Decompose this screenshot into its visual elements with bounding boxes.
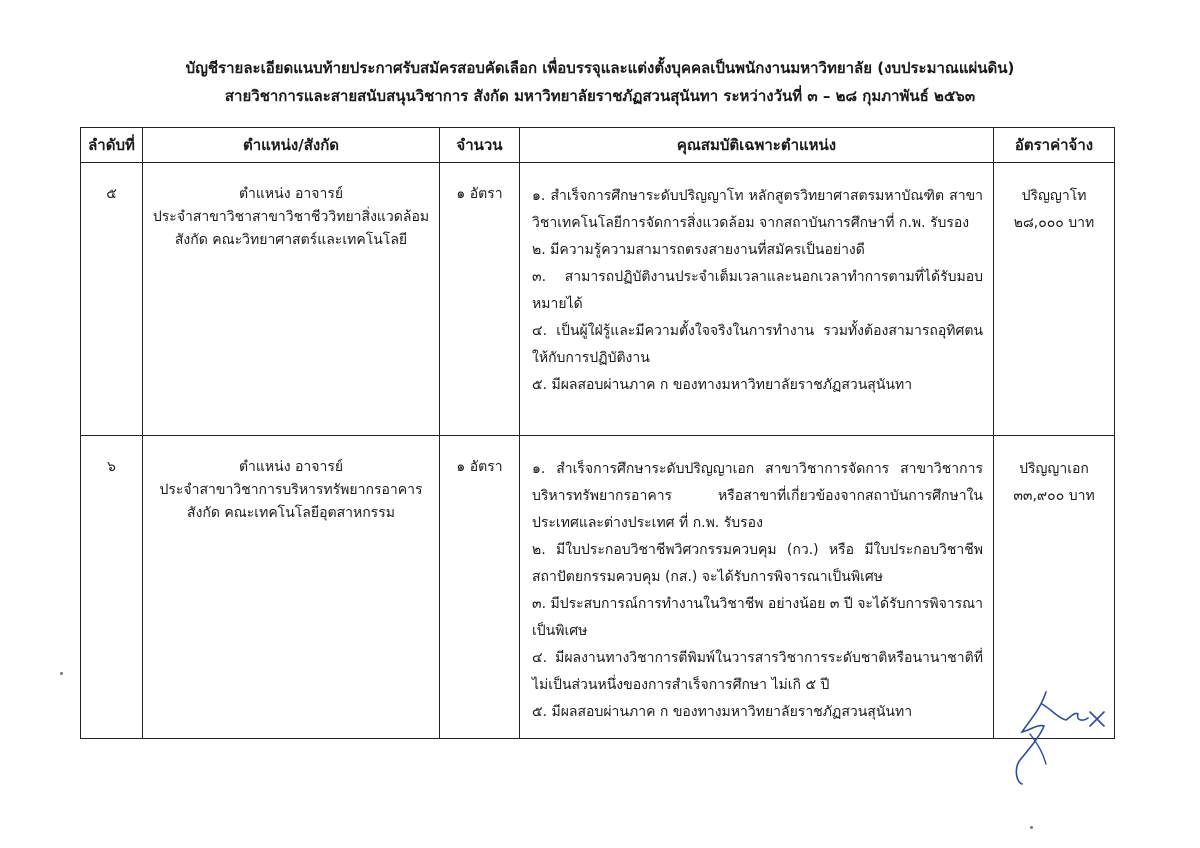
column-header-rate: อัตราค่าจ้าง <box>994 128 1115 163</box>
qualification-item: ๔. เป็นผู้ใฝ่รู้และมีความตั้งใจจริงในการทำงาน รวมทั้งต้องสามารถอุทิศตนให้กับการปฏิบัติงาน <box>532 323 983 366</box>
document-title: บัญชีรายละเอียดแนบท้ายประกาศรับสมัครสอบคัดเลือก เพื่อบรรจุและแต่งตั้งบุคคลเป็นพนักงานมหาวิทยาลัย (งบประมาณแผ่นดิน) <box>185 59 1015 77</box>
qualifications-cell <box>520 163 994 436</box>
column-header-qualifications: คุณสมบัติเฉพาะตำแหน่ง <box>520 128 994 163</box>
position-table <box>80 127 1115 739</box>
rate-salary: ๒๘,๐๐๐ บาท <box>1013 215 1095 231</box>
count-cell: ๑ อัตรา <box>440 163 520 436</box>
qualification-item: ๕. มีผลสอบผ่านภาค ก ของทางมหาวิทยาลัยราชภัฏสวนสุนันทา <box>532 704 913 720</box>
position-title: ตำแหน่ง อาจารย์ <box>238 459 344 475</box>
qualification-item: ๔. มีผลงานทางวิชาการตีพิมพ์ในวารสารวิชาการระดับชาติหรือนานาชาติที่ไม่เป็นส่วนหนึ่งของการสำเร็จการศึกษา ไม่เกิ ๕ ปี <box>532 650 983 693</box>
qualification-item: ๓. สามารถปฏิบัติงานประจำเต็มเวลาและนอกเวลาทำการตามที่ได้รับมอบหมายได้ <box>532 269 983 312</box>
position-department: ประจำสาขาวิชาการบริหารทรัพยากรอาคาร <box>159 482 423 498</box>
count-cell: ๑ อัตรา <box>440 436 520 739</box>
qualification-item: ๑. สำเร็จการศึกษาระดับปริญญาเอก สาขาวิชาการจัดการ สาขาวิชาการบริหารทรัพยากรอาคาร หรือสาขาที่เกี่ยวข้องจากสถาบันการศึกษาในประเทศและต่างประเทศ ที่ ก.พ. รับรอง <box>532 461 983 531</box>
rate-cell <box>994 163 1115 436</box>
rate-degree: ปริญญาโท <box>1021 188 1087 204</box>
document-subtitle: สายวิชาการและสายสนับสนุนวิชาการ สังกัด มหาวิทยาลัยราชภัฏสวนสุนันทา ระหว่างวันที่ ๓ – ๒๘ กุมภาพันธ์ ๒๕๖๓ <box>224 87 976 105</box>
table-row <box>81 163 1115 436</box>
order-cell: ๖ <box>81 436 143 739</box>
table-row <box>81 436 1115 739</box>
rate-salary: ๓๓,๙๐๐ บาท <box>1013 488 1095 504</box>
position-department: ประจำสาขาวิชาสาขาวิชาชีววิทยาสิ่งแวดล้อม <box>152 209 430 225</box>
handwritten-signature-icon <box>1000 690 1120 790</box>
position-cell <box>143 436 440 739</box>
qualification-item: ๕. มีผลสอบผ่านภาค ก ของทางมหาวิทยาลัยราชภัฏสวนสุนันทา <box>532 377 913 393</box>
order-cell: ๕ <box>81 163 143 436</box>
qualification-item: ๒. มีใบประกอบวิชาชีพวิศวกรรมควบคุม (กว.) หรือ มีใบประกอบวิชาชีพสถาปัตยกรรมควบคุม (กส.) จะได้รับการพิจารณาเป็นพิเศษ <box>532 542 983 585</box>
column-header-position: ตำแหน่ง/สังกัด <box>143 128 440 163</box>
position-cell <box>143 163 440 436</box>
scan-speck <box>60 672 63 675</box>
column-header-count: จำนวน <box>440 128 520 163</box>
qualification-item: ๒. มีความรู้ความสามารถตรงสายงานที่สมัครเป็นอย่างดี <box>532 242 865 258</box>
rate-degree: ปริญญาเอก <box>1019 461 1089 477</box>
qualification-item: ๑. สำเร็จการศึกษาระดับปริญญาโท หลักสูตรวิทยาศาสตรมหาบัณฑิต สาขาวิชาเทคโนโลยีการจัดการสิ่งแวดล้อม จากสถาบันการศึกษาที่ ก.พ. รับรอง <box>532 188 983 231</box>
qualifications-cell <box>520 436 994 739</box>
table-header-row <box>81 128 1115 163</box>
position-faculty: สังกัด คณะเทคโนโลยีอุตสาหกรรม <box>187 505 395 521</box>
scan-speck <box>1030 826 1033 829</box>
position-title: ตำแหน่ง อาจารย์ <box>238 186 344 202</box>
qualification-item: ๓. มีประสบการณ์การทำงานในวิชาชีพ อย่างน้อย ๓ ปี จะได้รับการพิจารณาเป็นพิเศษ <box>532 596 984 639</box>
position-faculty: สังกัด คณะวิทยาศาสตร์และเทคโนโลยี <box>174 232 408 248</box>
column-header-order: ลำดับที่ <box>81 128 143 163</box>
